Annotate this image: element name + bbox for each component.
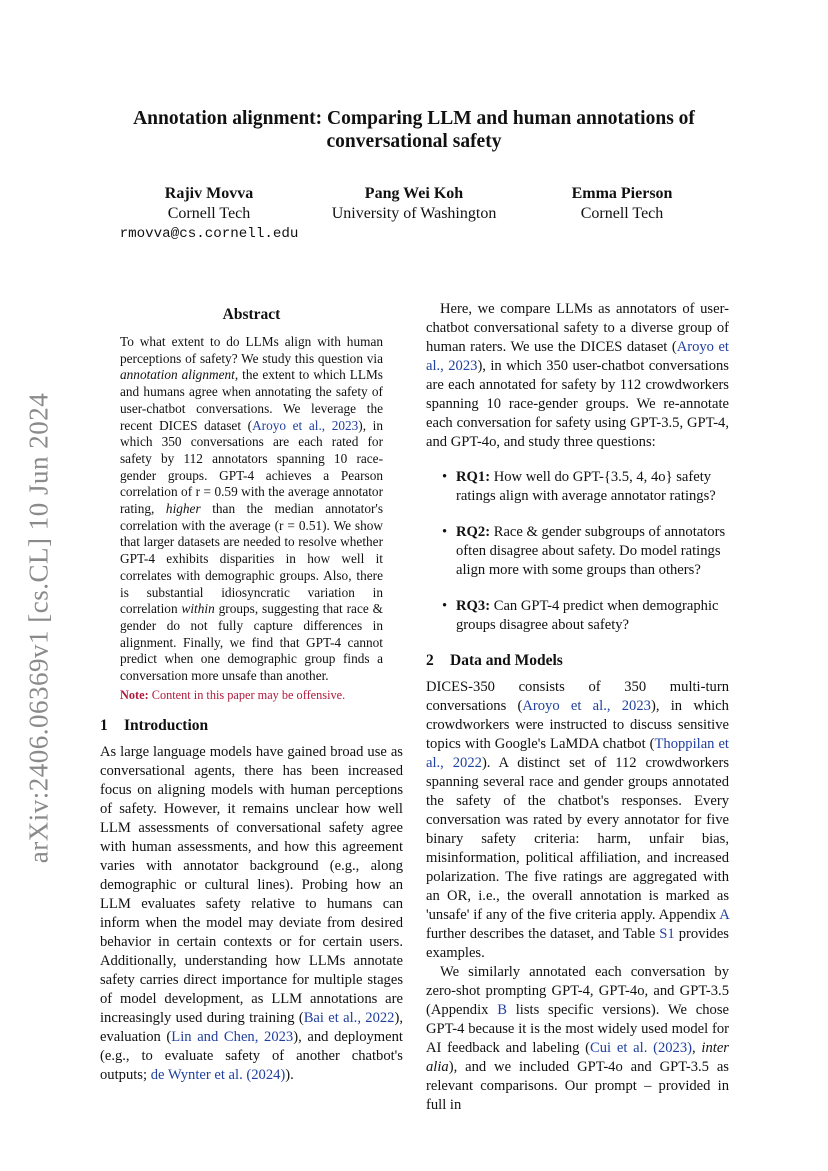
citation-link[interactable]: Aroyo et al., 2023 xyxy=(522,698,651,714)
list-item: • RQ1: How well do GPT-{3.5, 4, 4o} safety ratings align with average annotator ratings? xyxy=(442,469,716,504)
citation-link[interactable]: Aroyo et al., 2023 xyxy=(426,339,729,374)
author-block-1 xyxy=(110,184,308,244)
bullet-icon: • xyxy=(442,598,448,614)
list-item: • RQ3: Can GPT-4 predict when demographic groups disagree about safety? xyxy=(442,598,719,633)
appendix-link[interactable]: A xyxy=(719,907,729,923)
bullet-icon: • xyxy=(442,469,448,485)
left-column xyxy=(100,300,403,1085)
right-column xyxy=(426,300,729,1115)
intro-paragraph: As large language models have gained broad use as conversational agents, there has been increased focus on aligning models with human perceptions of safety. However, it remains unclear how well LLM assessments of conversational safety agree with human assessments, and how this agreement varies with annotator background (e.g., along demographic or cultural lines). Probing how an LLM evaluates safety relative to humans can inform when the model may deviate from desired behavior in certain contexts or for certain users. Additionally, understanding how LLMs annotate safety carries direct importance for multiple stages of model development, as LLM annotations are increasingly used during training (Bai et al., 2022), evaluation (Lin and Chen, 2023), and deployment (e.g., to evaluate safety of another chatbot's outputs; de Wynter et al. (2024)). xyxy=(100,743,403,1083)
author-name: Emma Pierson xyxy=(571,185,673,202)
section-heading: 2 Data and Models xyxy=(426,652,563,669)
author-email: rmovva@cs.cornell.edu xyxy=(119,226,299,242)
author-affiliation: University of Washington xyxy=(331,205,497,222)
appendix-link[interactable]: B xyxy=(497,1002,507,1018)
abstract-body: To what extent to do LLMs align with human perceptions of safety? We study this question via annotation alignment, the extent to which LLMs and humans agree when annotating the safety of user-chatbot conversations. We leverage the recent DICES dataset (Aroyo et al., 2023), in which 350 conversations are each rated for safety by 112 annotators spanning 10 race-gender groups. GPT-4 achieves a Pearson correlation of r = 0.59 with the average annotator rating, higher than the median annotator's correlation with the average (r = 0.51). We show that larger datasets are needed to resolve whether GPT-4 exhibits disparities in how well it correlates with demographic groups. Also, there is substantial idiosyncratic variation in correlation within groups, suggesting that race & gender do not fully capture differences in alignment. Finally, we find that GPT-4 cannot predict when one demographic group finds a conversation more unsafe than another. xyxy=(120,334,383,684)
paper-title: Annotation alignment: Comparing LLM and human annotations of conversational safety xyxy=(133,108,695,152)
citation-link[interactable]: Lin and Chen, 2023 xyxy=(171,1028,294,1045)
content-warning-note: Note: Content in this paper may be offensive. xyxy=(120,687,346,702)
body-paragraph: Here, we compare LLMs as annotators of user-chatbot conversational safety to a diverse group of human raters. We use the DICES dataset (Aroyo et al., 2023), in which 350 user-chatbot conversations are each annotated for safety by 112 crowdworkers spanning 10 race-gender groups. We re-annotate each conversation for safety using GPT-3.5, GPT-4, and GPT-4o, and study three questions: xyxy=(426,301,729,450)
author-name: Pang Wei Koh xyxy=(364,185,464,202)
author-name: Rajiv Movva xyxy=(164,185,254,202)
citation-link[interactable]: Bai et al., 2022 xyxy=(303,1009,395,1026)
author-block-3 xyxy=(540,184,704,224)
section-heading: 1 Introduction xyxy=(100,716,209,734)
author-affiliation: Cornell Tech xyxy=(167,205,251,222)
bullet-icon: • xyxy=(442,524,448,540)
citation-link[interactable]: Aroyo et al., 2023 xyxy=(252,417,359,433)
table-link[interactable]: S1 xyxy=(659,926,675,942)
author-affiliation: Cornell Tech xyxy=(580,205,664,222)
author-block-2 xyxy=(314,184,514,224)
arxiv-sidebar-stamp xyxy=(14,368,64,888)
arxiv-identifier: arXiv:2406.06369v1 [cs.CL] 10 Jun 2024 xyxy=(23,392,54,864)
body-paragraph: DICES-350 consists of 350 multi-turn conversations (Aroyo et al., 2023), in which crowdworkers were instructed to discuss sensitive topics with Google's LaMDA chatbot (Thoppilan et al., 2022). A distinct set of 112 crowdworkers spanning several race and gender groups annotated the safety of the chatbot's responses. Every conversation was rated by every annotator for five binary safety criteria: harm, unfair bias, misinformation, political affiliation, and increased polarization. The five ratings are aggregated with an OR, i.e., the overall annotation is marked as 'unsafe' if any of the five criteria apply. Appendix A further describes the dataset, and Table S1 provides examples. xyxy=(426,679,729,961)
body-paragraph: We similarly annotated each conversation by zero-shot prompting GPT-4, GPT-4o, and GPT-3.5 (Appendix B lists specific versions). We chose GPT-4 because it is the most widely used model for AI feedback and labeling (Cui et al. (2023), inter alia), and we included GPT-4o and GPT-3.5 as relevant comparisons. Our prompt – provided in full in xyxy=(426,964,729,1113)
citation-link[interactable]: Cui et al. (2023) xyxy=(590,1040,693,1056)
citation-link[interactable]: de Wynter et al. (2024) xyxy=(150,1066,286,1083)
citation-link[interactable]: Thoppilan et al., 2022 xyxy=(426,736,729,771)
research-questions-list xyxy=(426,468,729,635)
list-item: • RQ2: Race & gender subgroups of annotators often disagree about safety. Do model ratings align more with some groups than others? xyxy=(442,524,726,578)
abstract-heading: Abstract xyxy=(222,306,281,323)
